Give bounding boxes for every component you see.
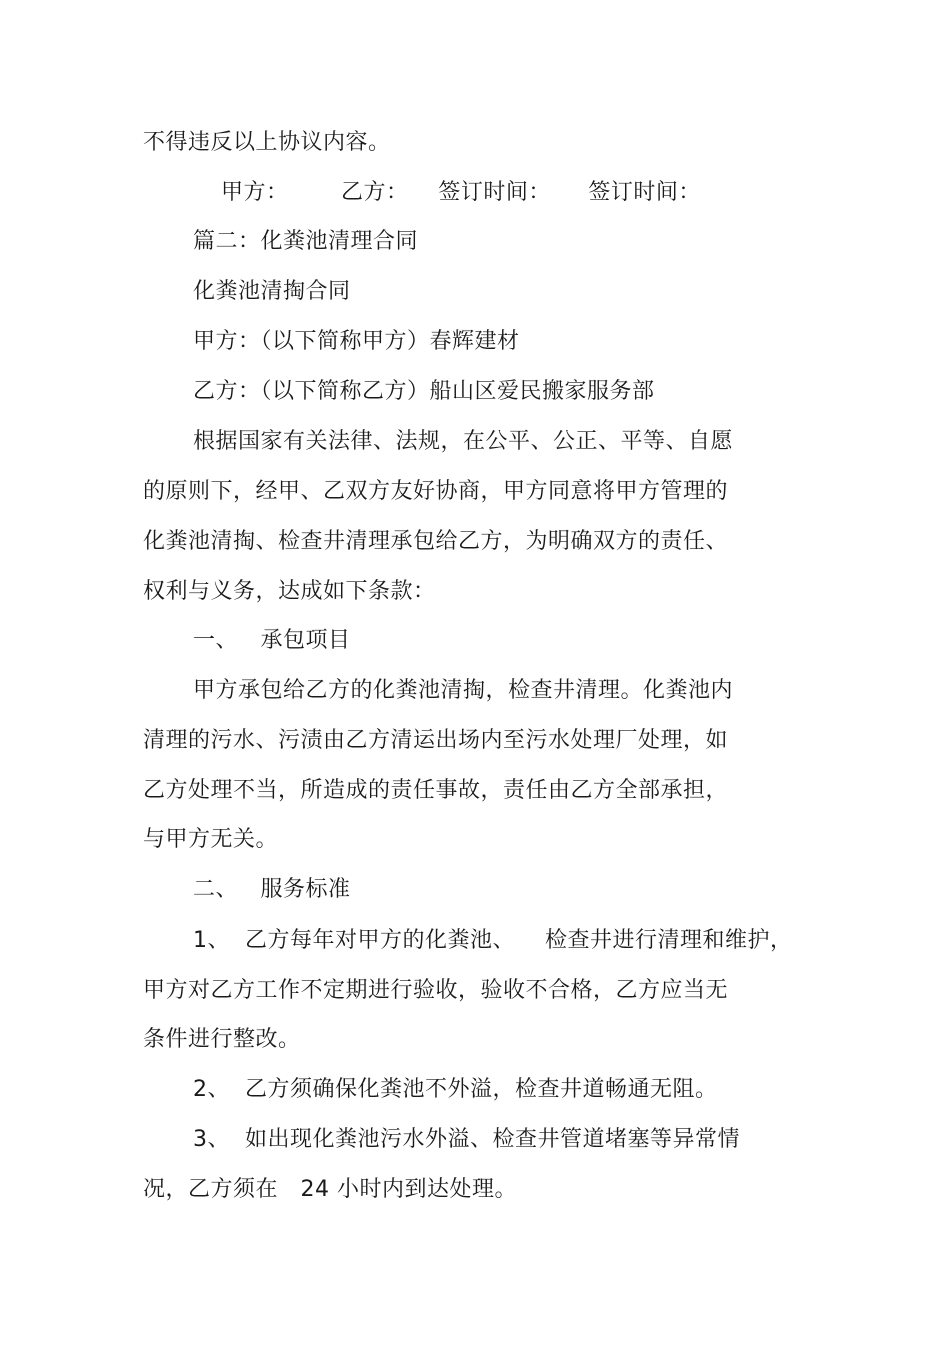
contract-title: 化粪池清掏合同 (193, 279, 351, 304)
text-line: 清理的污水、污渍由乙方清运出场内至污水处理厂处理，如 (143, 728, 729, 753)
text-line: 条件进行整改。 (143, 1027, 301, 1052)
text-line: 甲方承包给乙方的化粪池清掏，检查井清理。化粪池内 (193, 678, 734, 703)
text-line: 3、 如出现化粪池污水外溢、检查井管道堵塞等异常情 (193, 1127, 740, 1152)
text-line: 乙方处理不当，所造成的责任事故，责任由乙方全部承担， (143, 778, 729, 803)
text-line: 况，乙方须在 24 小时内到达处理。 (143, 1177, 517, 1202)
text-line: 不得违反以上协议内容。 (143, 130, 391, 155)
text-line: 1、 乙方每年对甲方的化粪池、 检查井进行清理和维护， (193, 928, 793, 953)
party-b-line: 乙方：（以下简称乙方）船山区爱民搬家服务部 (193, 379, 655, 404)
text-line: 化粪池清掏、检查井清理承包给乙方，为明确双方的责任、 (143, 529, 729, 554)
clause-heading: 二、 服务标准 (193, 877, 351, 902)
text-line: 根据国家有关法律、法规，在公平、公正、平等、自愿 (193, 429, 734, 454)
text-line: 的原则下，经甲、乙双方友好协商，甲方同意将甲方管理的 (143, 479, 729, 504)
text-line: 甲方对乙方工作不定期进行验收，验收不合格，乙方应当无 (143, 978, 729, 1003)
clause-heading: 一、 承包项目 (193, 628, 351, 653)
text-line: 与甲方无关。 (143, 827, 279, 852)
party-a-line: 甲方：（以下简称甲方）春辉建材 (193, 329, 520, 354)
signature-line: 甲方： 乙方： 签订时间： 签订时间： (221, 180, 701, 205)
text-line: 2、 乙方须确保化粪池不外溢，检查井道畅通无阻。 (193, 1077, 718, 1102)
section-title: 篇二：化粪池清理合同 (193, 229, 419, 254)
text-line: 权利与义务，达成如下条款： (143, 579, 436, 604)
